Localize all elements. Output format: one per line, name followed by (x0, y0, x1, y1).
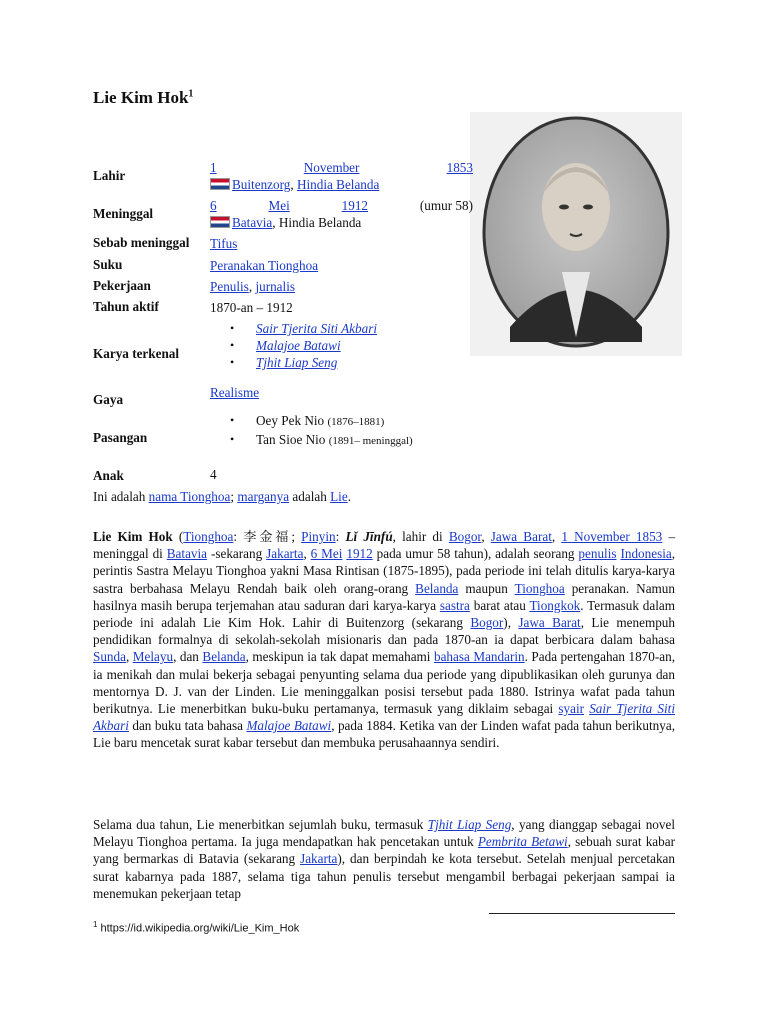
link-batavia[interactable]: Batavia (232, 215, 273, 230)
link-bahasa-mandarin[interactable]: bahasa Mandarin (433, 649, 525, 665)
label-karya: Karya terkenal (93, 346, 180, 361)
link-malajoe-batawi[interactable]: Malajoe Batawi (246, 718, 332, 734)
link-belanda[interactable]: Belanda (202, 649, 246, 665)
text: . (347, 489, 351, 504)
death-country: , Hindia Belanda (272, 215, 362, 230)
text: . Termasuk dalam periode ini adalah Lie Kim Hok. Lahir di Buitenzorg (sekarang (93, 597, 675, 631)
text: dan buku tata bahasa (128, 718, 247, 734)
link-born-year[interactable]: 1853 (446, 160, 473, 175)
link-death-month[interactable]: Mei (268, 198, 290, 213)
link-born-month[interactable]: November (303, 160, 360, 175)
pasangan-list (210, 412, 473, 450)
label-tahun-aktif: Tahun aktif (93, 299, 159, 314)
link-date-born[interactable]: 1 November 1853 (561, 529, 663, 544)
label-gaya: Gaya (93, 392, 124, 407)
link-lie[interactable]: Lie (330, 489, 348, 504)
text: , (125, 649, 133, 665)
text: , pada 1884. Ketika van der Linden wafat pada tahun berikutnya, Lie baru mencetak surat kabar tersebut dan membuka perusahaannya sendiri. (93, 718, 675, 751)
text: adalah (289, 489, 331, 504)
text: peranakan. Namun hasilnya masih berupa terjemahan atau saduran dari karya-karya (93, 580, 675, 613)
link-realisme[interactable]: Realisme (210, 385, 260, 400)
link-date-death[interactable]: 6 Mei (310, 546, 343, 562)
value-tahun-aktif: 1870-an – 1912 (210, 300, 293, 315)
label-anak: Anak (93, 468, 124, 483)
text: ), (503, 615, 519, 631)
label-pekerjaan: Pekerjaan (93, 278, 151, 293)
pinyin-value: Lǐ Jīnfú (345, 529, 393, 544)
link-hindia-belanda[interactable]: Hindia Belanda (296, 177, 380, 192)
link-tjhit-liap-seng[interactable]: Tjhit Liap Seng (256, 355, 338, 370)
text: , meskipun ia tak dapat memahami (245, 649, 434, 665)
name-note (93, 488, 675, 505)
link-jakarta[interactable]: Jakarta (266, 546, 304, 562)
link-death-day[interactable]: 6 (210, 198, 217, 213)
text: , dan (173, 649, 203, 665)
spouse-name: Tan Sioe Nio (256, 432, 329, 447)
link-tifus[interactable]: Tifus (210, 236, 238, 251)
link-jakarta[interactable]: Jakarta (300, 851, 338, 867)
link-syair[interactable]: syair (558, 701, 585, 717)
label-lahir: Lahir (93, 168, 126, 183)
netherlands-flag-icon (210, 216, 230, 228)
link-tionghoa[interactable]: Tionghoa (183, 529, 234, 544)
text: maupun (458, 580, 515, 596)
text: – meninggal di (93, 529, 676, 562)
link-sastra[interactable]: sastra (439, 597, 470, 613)
text: , lahir di (392, 529, 449, 544)
text: , Lie menempuh pendidikan formalnya di sekolah-sekolah misionaris dan pada 1870-an ia dapat berbicara dalam bahasa (93, 615, 675, 648)
text: barat atau (469, 597, 530, 613)
footnote-divider (489, 913, 675, 914)
text: , (551, 529, 562, 544)
text: , (303, 546, 311, 562)
text: ( (172, 529, 184, 544)
link-jawa-barat[interactable]: Jawa Barat (518, 615, 581, 631)
spouse-years: (1891– meninggal) (328, 435, 413, 447)
footnote (93, 920, 299, 935)
spouse-name: Oey Pek Nio (256, 413, 328, 428)
link-year-death[interactable]: 1912 (346, 546, 373, 562)
link-tiongkok[interactable]: Tiongkok (529, 597, 581, 613)
page-title (93, 88, 193, 108)
footnote-url: https://id.wikipedia.org/wiki/Lie_Kim_Hok (97, 922, 300, 935)
link-penulis[interactable]: Penulis (210, 279, 249, 294)
text: ), dan berpindah ke kota tersebut. Setelah menjual percetakan surat kabarnya pada 1887, selama tiga tahun penulis tersebut mengambil berbagai pekerjaan sampai ia menemukan pekerjaan tetap (93, 851, 675, 901)
text: , yang dianggap sebagai novel Melayu Tionghoa pertama. Ia juga mendapatkan hak pencetakan untuk (93, 817, 675, 850)
text: , perintis Sastra Melayu Tionghoa yakni Masa Rintisan (1875-1895), pada periode ini telah ditulis karya-karya sastra berbahasa Melayu Rendah baik oleh orang-orang (93, 546, 676, 596)
karya-list (210, 320, 473, 371)
label-sebab: Sebab meninggal (93, 235, 190, 250)
text: : (335, 529, 346, 544)
link-born-day[interactable]: 1 (210, 160, 217, 175)
text: ; (230, 489, 238, 504)
title-text: Lie Kim Hok (93, 88, 189, 107)
text: , (481, 529, 491, 544)
link-pembrita-betawi[interactable]: Pembrita Betawi (477, 834, 568, 850)
link-sunda[interactable]: Sunda (93, 649, 126, 665)
list-item (210, 431, 473, 450)
link-bogor[interactable]: Bogor (448, 529, 482, 544)
netherlands-flag-icon (210, 178, 230, 190)
comma: , (248, 279, 256, 294)
link-penulis[interactable]: penulis (578, 546, 617, 562)
text: . Pada pertengahan 1870-an, ia menikah dan mulai bekerja sebagai penyunting selama dua periode yang dipublikasikan oleh gurunya dan mentornya D. J. van der Linden. Lie meninggalkan posisi tersebut pada 1880. Istrinya wafat pada tahun berikutnya. Lie menerbitkan buku-buku pertamanya, termasuk yang diklaim sebagai (93, 649, 675, 717)
list-item (210, 337, 473, 354)
label-meninggal: Meninggal (93, 206, 154, 221)
text: : 李金福; (233, 529, 302, 544)
paragraph-second (93, 816, 675, 902)
link-malajoe-batawi[interactable]: Malajoe Batawi (256, 338, 341, 353)
link-indonesia[interactable]: Indonesia (620, 546, 672, 562)
link-pinyin[interactable]: Pinyin (301, 529, 336, 544)
link-jawa-barat[interactable]: Jawa Barat (490, 529, 552, 544)
list-item (210, 412, 473, 431)
link-bogor[interactable]: Bogor (470, 615, 504, 631)
text: Selama dua tahun, Lie menerbitkan sejumlah buku, termasuk (93, 817, 428, 832)
text: -sekarang (207, 546, 267, 562)
link-jurnalis[interactable]: jurnalis (255, 279, 295, 294)
link-tionghoa[interactable]: Tionghoa (514, 580, 565, 596)
text: Ini adalah (93, 489, 149, 504)
link-tjhit-liap-seng[interactable]: Tjhit Liap Seng (427, 817, 512, 832)
bold-name: Lie Kim Hok (93, 529, 173, 544)
link-belanda[interactable]: Belanda (415, 580, 459, 596)
label-pasangan: Pasangan (93, 430, 148, 445)
footnote-number: 1 (93, 920, 98, 929)
text: pada umur 58 tahun), adalah seorang (372, 546, 579, 562)
list-item (210, 320, 473, 337)
footnote-ref[interactable]: 1 (188, 88, 194, 100)
link-buitenzorg[interactable]: Buitenzorg (232, 177, 291, 192)
link-peranakan[interactable]: Peranakan Tionghoa (210, 258, 319, 273)
link-death-year[interactable]: 1912 (341, 198, 368, 213)
value-anak: 4 (210, 467, 217, 482)
link-batavia[interactable]: Batavia (166, 546, 208, 562)
link-sair-tjerita[interactable]: Sair Tjerita Siti Akbari (93, 701, 676, 734)
link-sair-tjerita[interactable]: Sair Tjerita Siti Akbari (256, 321, 378, 336)
link-melayu[interactable]: Melayu (132, 649, 174, 665)
comma: , (290, 177, 297, 192)
text: , sebuah surat kabar yang bermarkas di Batavia (sekarang (93, 834, 675, 867)
spouse-years: (1876–1881) (327, 416, 385, 428)
death-age: (umur 58) (419, 198, 473, 213)
paragraph-intro (93, 528, 675, 752)
link-nama-tionghoa[interactable]: nama Tionghoa (148, 489, 231, 504)
link-marga[interactable]: marganya (237, 489, 290, 504)
label-suku: Suku (93, 257, 123, 272)
portrait-photo (470, 112, 682, 356)
list-item (210, 354, 473, 371)
